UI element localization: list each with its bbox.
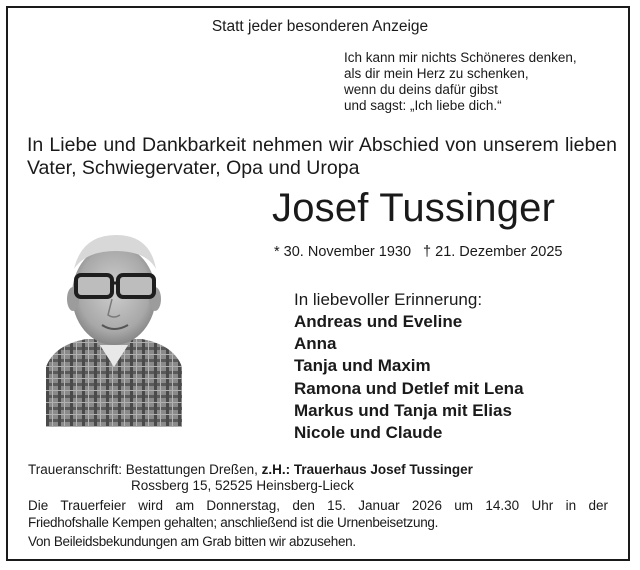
family-member: Markus und Tanja mit Elias	[294, 400, 512, 420]
address-label: Traueranschrift: Bestattungen Dreßen,	[28, 462, 262, 477]
family-list	[294, 311, 524, 444]
portrait-photo	[46, 227, 182, 427]
intro-line: Vater, Schwiegervater, Opa und Uropa	[27, 157, 360, 179]
life-dates	[274, 244, 562, 260]
deceased-name: Josef Tussinger	[272, 186, 556, 230]
poem	[344, 50, 577, 114]
family-member: Anna	[294, 334, 337, 354]
notice-heading: Statt jeder besonderen Anzeige	[211, 18, 429, 35]
family-member: Nicole und Claude	[294, 423, 443, 443]
poem-line: als dir mein Herz zu schenken,	[344, 66, 529, 81]
ceremony-info	[28, 497, 608, 531]
intro-line: In Liebe und Dankbarkeit nehmen wir Abschied von unserem lieben	[27, 134, 617, 156]
address-recipient: z.H.: Trauerhaus Josef Tussinger	[261, 462, 473, 477]
memory-title: In liebevoller Erinnerung:	[294, 290, 483, 309]
mourning-address	[28, 461, 473, 478]
address-street: Rossberg 15, 52525 Heinsberg-Lieck	[131, 478, 354, 493]
ceremony-line: Die Trauerfeier wird am Donnerstag, den 15. Januar 2026 um 14.30 Uhr in der	[28, 498, 608, 513]
birth-date: * 30. November 1930	[274, 244, 412, 260]
ceremony-line: Friedhofshalle Kempen gehalten; anschließend ist die Urnenbeisetzung.	[28, 515, 439, 530]
family-member: Tanja und Maxim	[294, 356, 431, 376]
intro-text	[27, 134, 617, 180]
poem-line: und sagst: „Ich liebe dich.“	[344, 98, 502, 113]
poem-line: wenn du deins dafür gibst	[344, 82, 498, 97]
closing-note: Von Beileidsbekundungen am Grab bitten wir abzusehen.	[28, 534, 356, 549]
family-member: Ramona und Detlef mit Lena	[294, 378, 524, 398]
death-date: † 21. Dezember 2025	[423, 244, 563, 260]
family-member: Andreas und Eveline	[294, 312, 463, 331]
poem-line: Ich kann mir nichts Schöneres denken,	[344, 50, 577, 65]
